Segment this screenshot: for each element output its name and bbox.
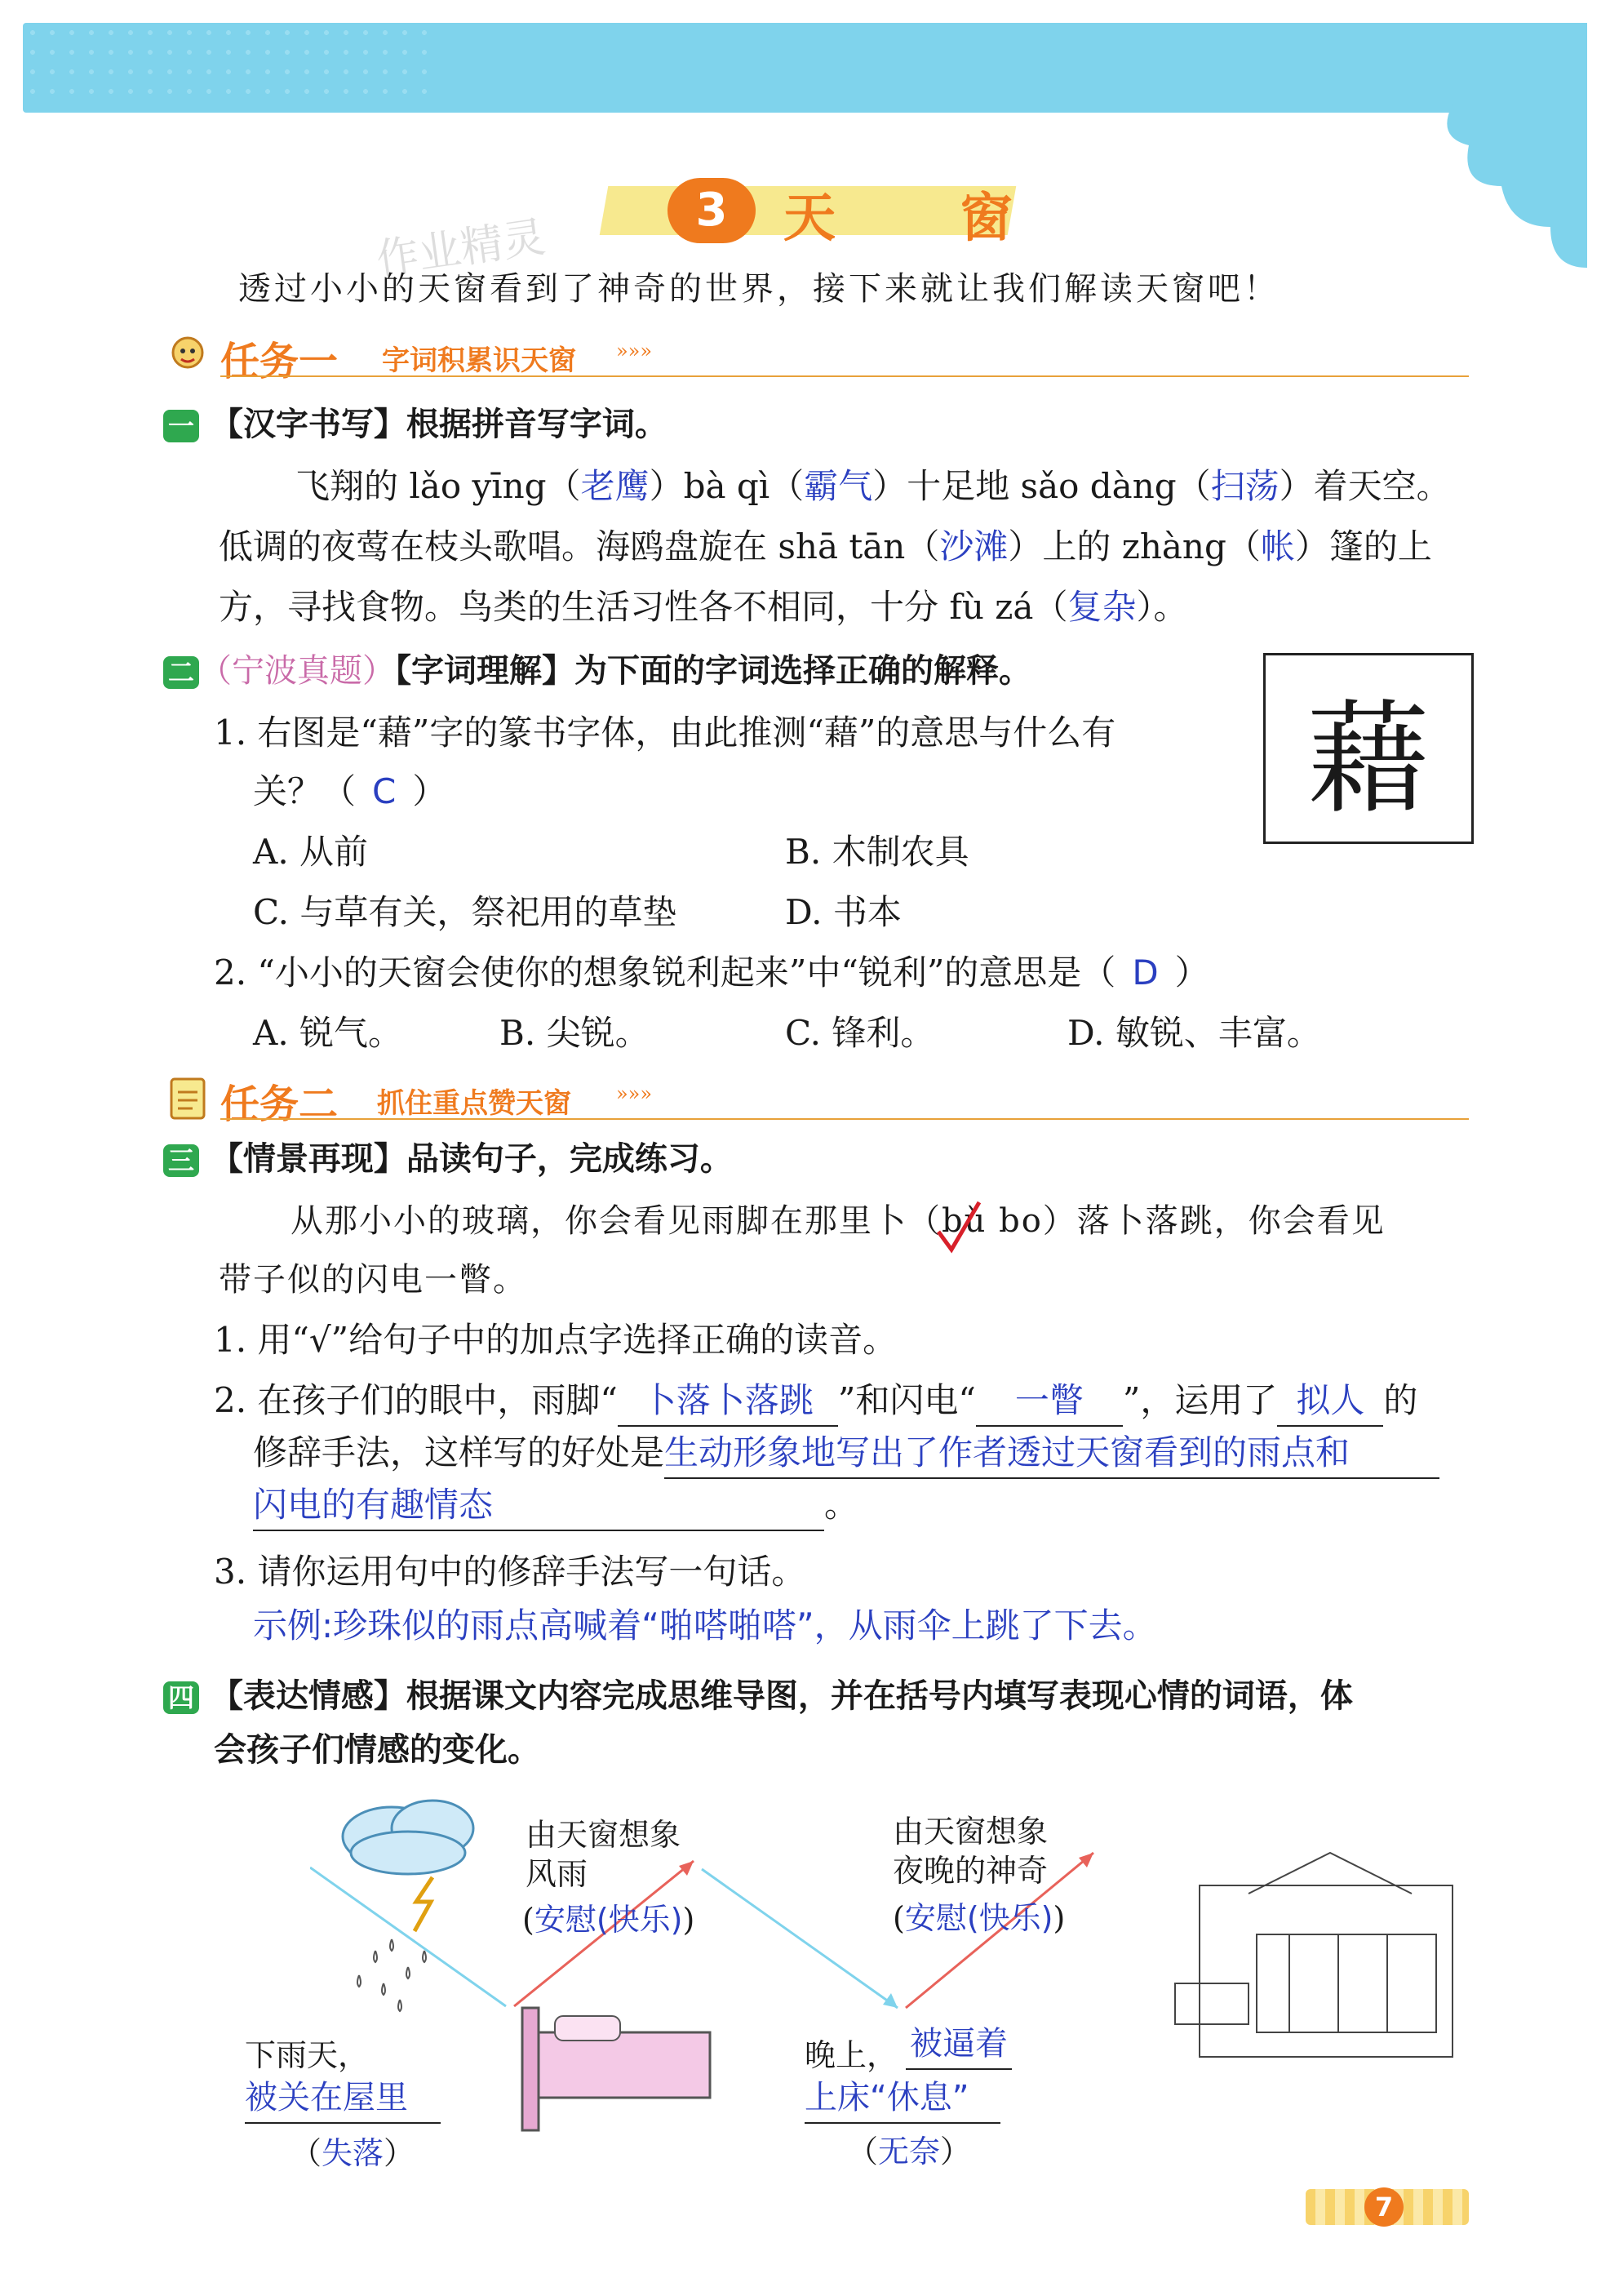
section4-title-1: 【表达情感】根据课文内容完成思维导图，并在括号内填写表现心情的词语，体 xyxy=(210,1677,1353,1715)
map-magic-mood: (安慰(快乐)) xyxy=(893,1900,1066,1936)
section3-badge: 三 xyxy=(163,1144,199,1177)
map-rain-text: 下雨天， xyxy=(245,2037,370,2073)
q2-2-option-a: A. 锐气。 xyxy=(253,1013,403,1053)
task2-rule xyxy=(220,1118,1469,1120)
answer-fuza: 复杂 xyxy=(1067,587,1137,627)
q2-1-option-b: B. 木制农具 xyxy=(785,832,969,872)
answer-night-2: 上床“休息” xyxy=(805,2073,1000,2124)
text: ）上的 zhàng（ xyxy=(1008,526,1261,566)
arrowhead xyxy=(679,1861,694,1876)
text: ）着天空。 xyxy=(1279,466,1451,506)
text: 从那小小的玻璃，你会看见雨脚在那里卜（ xyxy=(291,1202,942,1240)
text: 2. 在孩子们的眼中，雨脚“ xyxy=(214,1380,618,1420)
q3-2-line1 xyxy=(214,1376,1417,1427)
text: ）bà qì（ xyxy=(649,466,805,506)
map-storm-text-1: 由天窗想象 xyxy=(526,1817,681,1853)
section1-title: 【汉字书写】根据拼音写字词。 xyxy=(210,406,668,443)
answer-zhang: 帐 xyxy=(1260,526,1295,566)
text: 飞翔的 lǎo yīng（ xyxy=(295,466,581,506)
text: ）。 xyxy=(1136,587,1188,627)
task2-banner xyxy=(163,1069,1469,1126)
answer-niren: 拟人 xyxy=(1277,1376,1383,1427)
q2-1-line1: 1. 右图是“藉”字的篆书字体，由此推测“藉”的意思与什么有 xyxy=(214,713,1116,753)
text: 低调的夜莺在枝头歌唱。海鸥盘旋在 shā tān（ xyxy=(219,526,940,566)
q2-2-option-c: C. 锋利。 xyxy=(785,1013,935,1053)
task1-mascot-icon xyxy=(163,330,212,379)
task1-arrows: »»» xyxy=(616,340,653,362)
watermark: 作业精灵 xyxy=(373,212,548,286)
task1-subtitle: 字词积累识天窗 xyxy=(382,344,576,377)
q2-1-option-a: A. 从前 xyxy=(253,832,369,872)
section3-title: 【情景再现】品读句子，完成练习。 xyxy=(210,1140,733,1178)
page-number: 7 xyxy=(1364,2187,1404,2227)
task2-arrows: »»» xyxy=(616,1082,653,1105)
answer-saodang: 扫荡 xyxy=(1210,466,1280,506)
answer-yipie: 一瞥 xyxy=(976,1376,1123,1427)
answer-haochu-2: 闪电的有趣情态 xyxy=(253,1481,824,1531)
answer-q2-2: D xyxy=(1132,953,1159,993)
checked-reading-bu xyxy=(942,1202,987,1240)
answer-rain-mood: 失落 xyxy=(322,2135,384,2171)
task1-rule xyxy=(220,375,1469,377)
text: 方，寻找食物。鸟类的生活习性各不相同，十分 fù zá（ xyxy=(219,587,1068,627)
task1-label: 任务一 xyxy=(220,339,339,384)
section1-paragraph-line3 xyxy=(219,583,1188,632)
storm-cloud-icon xyxy=(343,1801,473,1931)
lesson-title: 天 窗 xyxy=(783,189,1042,249)
section2-source: （宁波真题） xyxy=(199,652,395,690)
answer-storm-mood: 安慰(快乐) xyxy=(534,1902,683,1938)
bed-icon xyxy=(522,2008,710,2130)
task1-banner xyxy=(163,326,1469,384)
section3-sentence-line1 xyxy=(291,1197,1386,1246)
section1-paragraph-line1 xyxy=(295,462,1451,511)
q3-2-line2 xyxy=(253,1428,1439,1479)
map-night-mood: （无奈） xyxy=(847,2134,972,2169)
answer-haochu-1: 生动形象地写出了作者透过天窗看到的雨点和 xyxy=(664,1428,1439,1479)
map-storm-text-2: 风雨 xyxy=(526,1856,588,1892)
text: 。 xyxy=(824,1485,859,1525)
answer-yujiao: 卜落卜落跳 xyxy=(618,1376,838,1427)
cloud-decoration-icon xyxy=(1306,23,1587,268)
map-magic-text-2: 夜晚的神奇 xyxy=(893,1853,1049,1889)
section4-heading-line2: 会孩子们情感的变化。 xyxy=(214,1731,540,1769)
dot-grid-left xyxy=(23,23,431,104)
answer-rain: 被关在屋里 xyxy=(245,2073,441,2124)
lesson-number-badge: 3 xyxy=(668,178,756,243)
q2-1-line2 xyxy=(253,767,446,816)
section1-heading xyxy=(163,400,668,449)
q3-2-line3 xyxy=(253,1481,858,1531)
section2-badge: 二 xyxy=(163,656,199,689)
q2-2-option-b: B. 尖锐。 xyxy=(499,1013,650,1053)
text: 的 xyxy=(1383,1380,1418,1420)
text: ） xyxy=(1174,953,1209,993)
section1-paragraph-line2 xyxy=(219,522,1432,571)
tent-room-sketch-icon xyxy=(1175,1853,1453,2057)
section3-heading xyxy=(163,1135,733,1184)
section1-badge: 一 xyxy=(163,410,199,442)
answer-q2-1: C xyxy=(372,771,397,811)
text: ”和闪电“ xyxy=(837,1380,976,1420)
answer-baqi: 霸气 xyxy=(804,466,873,506)
q2-2-option-d: D. 敏锐、丰富。 xyxy=(1067,1013,1321,1053)
q2-1-option-d: D. 书本 xyxy=(785,892,902,932)
text: bǔ xyxy=(942,1202,987,1240)
text: ） xyxy=(412,771,447,811)
text: ”，运用了 xyxy=(1122,1380,1278,1420)
arrowhead xyxy=(1079,1853,1093,1867)
answer-shatan: 沙滩 xyxy=(939,526,1009,566)
clipboard-icon xyxy=(163,1073,212,1121)
section2-title: 【字词理解】为下面的字词选择正确的解释。 xyxy=(395,652,1031,690)
q2-2-line xyxy=(214,948,1209,997)
rain-drops-icon xyxy=(357,1939,426,2011)
intro-text: 透过小小的天窗看到了神奇的世界，接下来就让我们解读天窗吧！ xyxy=(238,270,1280,308)
q3-3-answer: 示例:珍珠似的雨点高喊着“啪嗒啪嗒”，从雨伞上跳了下去。 xyxy=(253,1605,1157,1645)
text: 2. “小小的天窗会使你的想象锐利起来”中“锐利”的意思是（ xyxy=(214,953,1116,993)
task2-label: 任务二 xyxy=(220,1081,339,1127)
text: ）篷的上 xyxy=(1294,526,1432,566)
arrow-down-1 xyxy=(310,1867,506,2006)
answer-laoying: 老鹰 xyxy=(580,466,650,506)
text: 修辞手法，这样写的好处是 xyxy=(253,1432,665,1472)
answer-night-mood: 无奈 xyxy=(878,2134,941,2169)
map-night-text: 晚上， xyxy=(805,2037,898,2073)
task2-subtitle: 抓住重点赞天窗 xyxy=(377,1087,571,1120)
section2-heading xyxy=(163,646,1031,695)
q3-3: 3. 请你运用句中的修辞手法写一句话。 xyxy=(214,1552,806,1592)
seal-char: 藉 xyxy=(1306,689,1430,831)
seal-char-box xyxy=(1263,653,1474,844)
map-rain-mood: （失落） xyxy=(291,2135,415,2171)
red-check-icon xyxy=(935,1199,984,1256)
text: bo）落卜落跳，你会看见 xyxy=(987,1202,1386,1240)
q2-1-option-c: C. 与草有关，祭祀用的草垫 xyxy=(253,892,677,932)
answer-night-1: 被逼着 xyxy=(906,2019,1012,2070)
map-storm-mood: (安慰(快乐)) xyxy=(522,1902,695,1938)
answer-magic-mood: 安慰(快乐) xyxy=(904,1900,1053,1936)
q3-1: 1. 用“√”给句子中的加点字选择正确的读音。 xyxy=(214,1320,898,1360)
text: ）十足地 sǎo dàng（ xyxy=(872,466,1211,506)
map-magic-text-1: 由天窗想象 xyxy=(893,1814,1049,1850)
text: 关？（ xyxy=(253,771,357,811)
section3-sentence-line2: 带子似的闪电一瞥。 xyxy=(219,1261,527,1299)
section4-heading-line1 xyxy=(163,1672,1353,1721)
section4-badge: 四 xyxy=(163,1681,199,1714)
arrow-down-2 xyxy=(702,1869,898,2008)
